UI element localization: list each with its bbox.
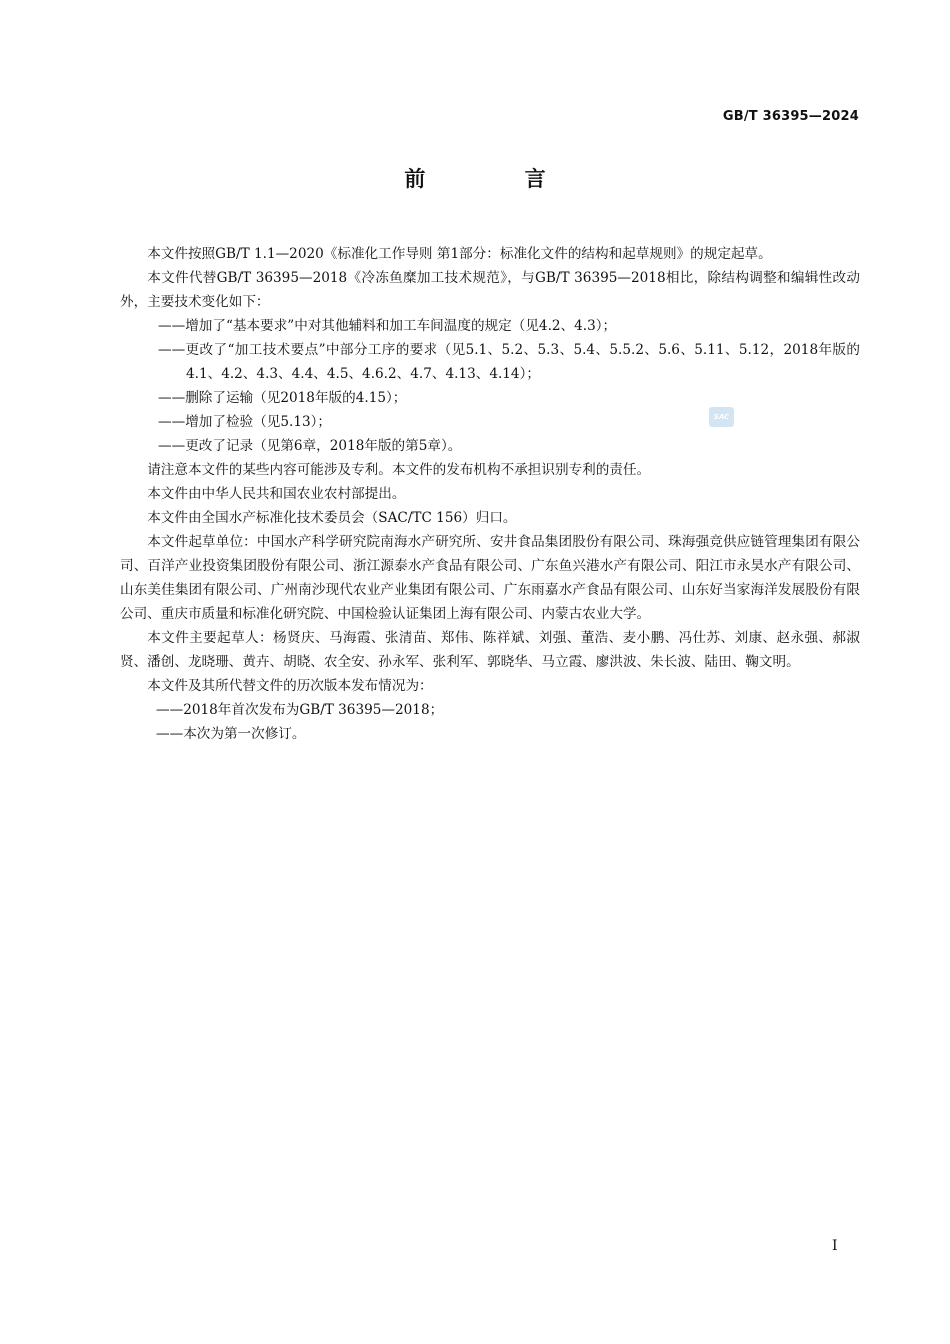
paragraph-committee: 本文件由全国水产标准化技术委员会（SAC/TC 156）归口。 [147, 510, 517, 526]
paragraph-drafting-units: 本文件起草单位：中国水产科学研究院南海水产研究所、安井食品集团股份有限公司、珠海强竞供应链管理集团有限公司、百洋产业投资集团股份有限公司、浙江源泰水产食品有限公司、广东鱼兴港水产有限公司、阳江市永昊水产有限公司、山东美佳集团有限公司、广州南沙现代农业产业集团有限公司、广东雨嘉水产食品有限公司、山东好当家海洋发展股份有限公司、重庆市质量和标准化研究院、中国检验认证集团上海有限公司、内蒙古农业大学。 [120, 534, 860, 622]
paragraph-replacement: 本文件代替GB/T 36395—2018《冷冻鱼糜加工技术规范》，与GB/T 36395—2018相比，除结构调整和编辑性改动外，主要技术变化如下： [120, 270, 860, 310]
page-title: 前 言 [404, 167, 592, 191]
paragraph-patent-notice: 请注意本文件的某些内容可能涉及专利。本文件的发布机构不承担识别专利的责任。 [147, 462, 651, 478]
history-item: ——本次为第一次修订。 [156, 726, 306, 742]
page-number: I [832, 1238, 838, 1254]
preface-body [120, 242, 860, 746]
paragraph-version-history: 本文件及其所代替文件的历次版本发布情况为： [147, 678, 433, 694]
sac-watermark: SAC [709, 407, 734, 427]
change-item: ——更改了“加工技术要点”中部分工序的要求（见5.1、5.2、5.3、5.4、5.5.2、5.6、5.11、5.12，2018年版的4.1、4.2、4.3、4.4、4.5、4.6.2、4.7、4.13、4.14）； [158, 342, 860, 382]
paragraph-proposer: 本文件由中华人民共和国农业农村部提出。 [147, 486, 406, 502]
paragraph-drafters: 本文件主要起草人：杨贤庆、马海霞、张清苗、郑伟、陈祥斌、刘强、董浩、麦小鹏、冯仕苏、刘康、赵永强、郝淑贤、潘创、龙晓珊、黄卉、胡晓、农全安、孙永军、张利军、郭晓华、马立霞、廖洪波、朱长波、陆田、鞠文明。 [120, 630, 860, 670]
standard-code: GB/T 36395—2024 [722, 109, 859, 124]
history-item: ——2018年首次发布为GB/T 36395—2018； [156, 702, 444, 718]
paragraph-drafting-rules: 本文件按照GB/T 1.1—2020《标准化工作导则 第1部分：标准化文件的结构和起草规则》的规定起草。 [147, 246, 772, 262]
change-item: ——更改了记录（见第6章，2018年版的第5章）。 [158, 438, 462, 454]
change-item: ——增加了检验（见5.13）； [158, 414, 331, 430]
change-item: ——删除了运输（见2018年版的4.15）； [158, 390, 407, 406]
change-item: ——增加了“基本要求”中对其他辅料和加工车间温度的规定（见4.2、4.3）； [158, 318, 617, 334]
